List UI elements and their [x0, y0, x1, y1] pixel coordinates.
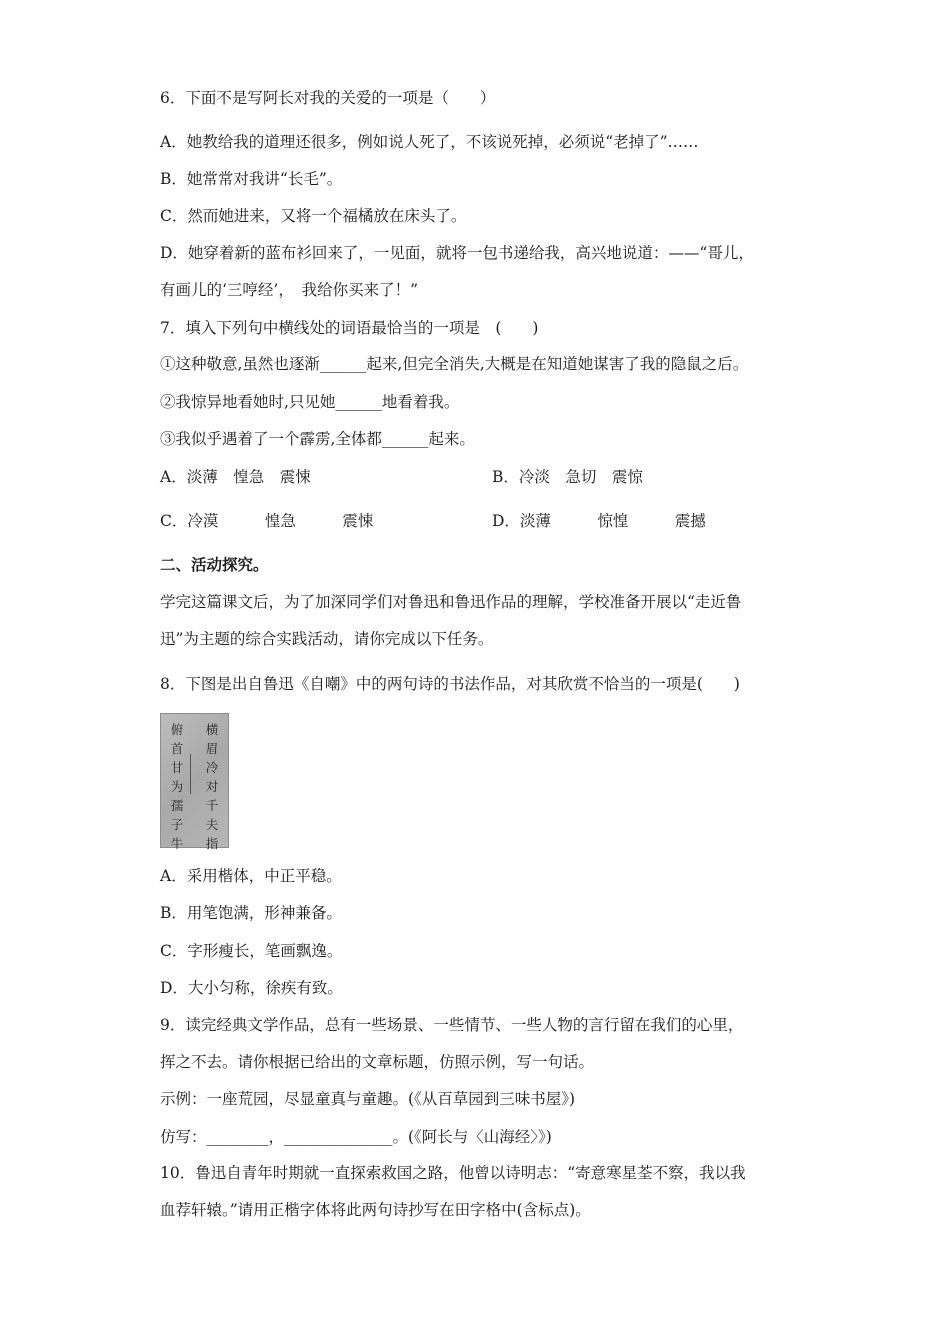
- q9-imitate: 仿写：________，______________。(《阿长与〈山海经〉》): [160, 1128, 552, 1146]
- calligraphy-char: 眉: [205, 741, 219, 756]
- calligraphy-char: 甘: [170, 760, 184, 775]
- q6-option-d: D．她穿着新的蓝布衫回来了，一见面，就将一包书递给我，高兴地说道：——“哥儿，: [160, 244, 754, 262]
- calligraphy-char: 横: [205, 722, 219, 737]
- q7-option-b: B．冷淡 急切 震惊: [492, 468, 643, 486]
- calligraphy-char: 牛: [170, 836, 184, 851]
- calligraphy-char: 冷: [205, 760, 219, 775]
- q6-option-d-cont: 有画儿的‘三哼经’， 我给你买来了！”: [160, 281, 419, 299]
- calligraphy-image: [160, 713, 229, 851]
- calligraphy-char: 为: [170, 779, 184, 794]
- calligraphy-char: 对: [205, 779, 219, 794]
- q7-sentence-2: ②我惊异地看她时,只见她______地看着我。: [160, 393, 460, 411]
- calligraphy-char: 子: [170, 817, 184, 832]
- q7-option-d: D．淡薄 惊惶 震撼: [492, 512, 706, 530]
- calligraphy-char: 指: [205, 836, 219, 851]
- q8-option-b: B．用笔饱满，形神兼备。: [160, 904, 342, 922]
- calligraphy-char: 夫: [205, 817, 219, 832]
- q7-option-c: C．冷漠 惶急 震悚: [160, 512, 374, 530]
- q6-option-b: B．她常常对我讲“长毛”。: [160, 170, 343, 188]
- q9-stem: 9．读完经典文学作品，总有一些场景、一些情节、一些人物的言行留在我们的心里，: [160, 1016, 744, 1034]
- section-2-title: 二、活动探究。: [160, 555, 269, 574]
- q7-option-a: A．淡薄 惶急 震悚: [160, 468, 311, 486]
- calligraphy-column-left: [169, 720, 185, 853]
- calligraphy-char: 千: [205, 798, 219, 813]
- q9-stem-cont: 挥之不去。请你根据已给出的文章标题，仿照示例，写一句话。: [160, 1053, 595, 1071]
- q8-option-d: D．大小匀称，徐疾有致。: [160, 979, 343, 997]
- q10-stem: 10．鲁迅自青年时期就一直探索救国之路，他曾以诗明志：“寄意寒星荃不察，我以我: [160, 1164, 746, 1182]
- calligraphy-char: 首: [170, 741, 184, 756]
- q10-stem-cont: 血荐轩辕。”请用正楷字体将此两句诗抄写在田字格中(含标点)。: [160, 1201, 591, 1219]
- q8-option-c: C．字形瘦长，笔画飘逸。: [160, 942, 343, 960]
- q6-stem: 6．下面不是写阿长对我的关爱的一项是（ ）: [160, 89, 496, 107]
- q9-example: 示例：一座荒园，尽显童真与童趣。(《从百草园到三味书屋》): [160, 1090, 576, 1108]
- q7-sentence-1: ①这种敬意,虽然也逐渐______起来,但完全消失,大概是在知道她谋害了我的隐鼠之后。: [160, 355, 749, 373]
- q7-stem: 7．填入下列句中横线处的词语最恰当的一项是 ( ): [160, 319, 539, 337]
- q8-stem: 8．下图是出自鲁迅《自嘲》中的两句诗的书法作品，对其欣赏不恰当的一项是( ): [160, 675, 740, 693]
- section-2-intro-cont: 迅”为主题的综合实践活动，请你完成以下任务。: [160, 630, 494, 648]
- calligraphy-stroke-mark: [190, 754, 191, 794]
- q7-sentence-3: ③我似乎遇着了一个霹雳,全体都______起来。: [160, 430, 475, 448]
- section-2-intro: 学完这篇课文后，为了加深同学们对鲁迅和鲁迅作品的理解，学校准备开展以“走近鲁: [160, 593, 742, 611]
- q6-option-c: C．然而她进来，又将一个福橘放在床头了。: [160, 207, 467, 225]
- calligraphy-char: 孺: [170, 798, 184, 813]
- q6-option-a: A．她教给我的道理还很多，例如说人死了，不该说死掉，必须说“老掉了”……: [160, 133, 699, 151]
- q8-option-a: A．采用楷体，中正平稳。: [160, 867, 342, 885]
- calligraphy-char: 俯: [170, 722, 184, 737]
- calligraphy-column-right: [204, 720, 220, 853]
